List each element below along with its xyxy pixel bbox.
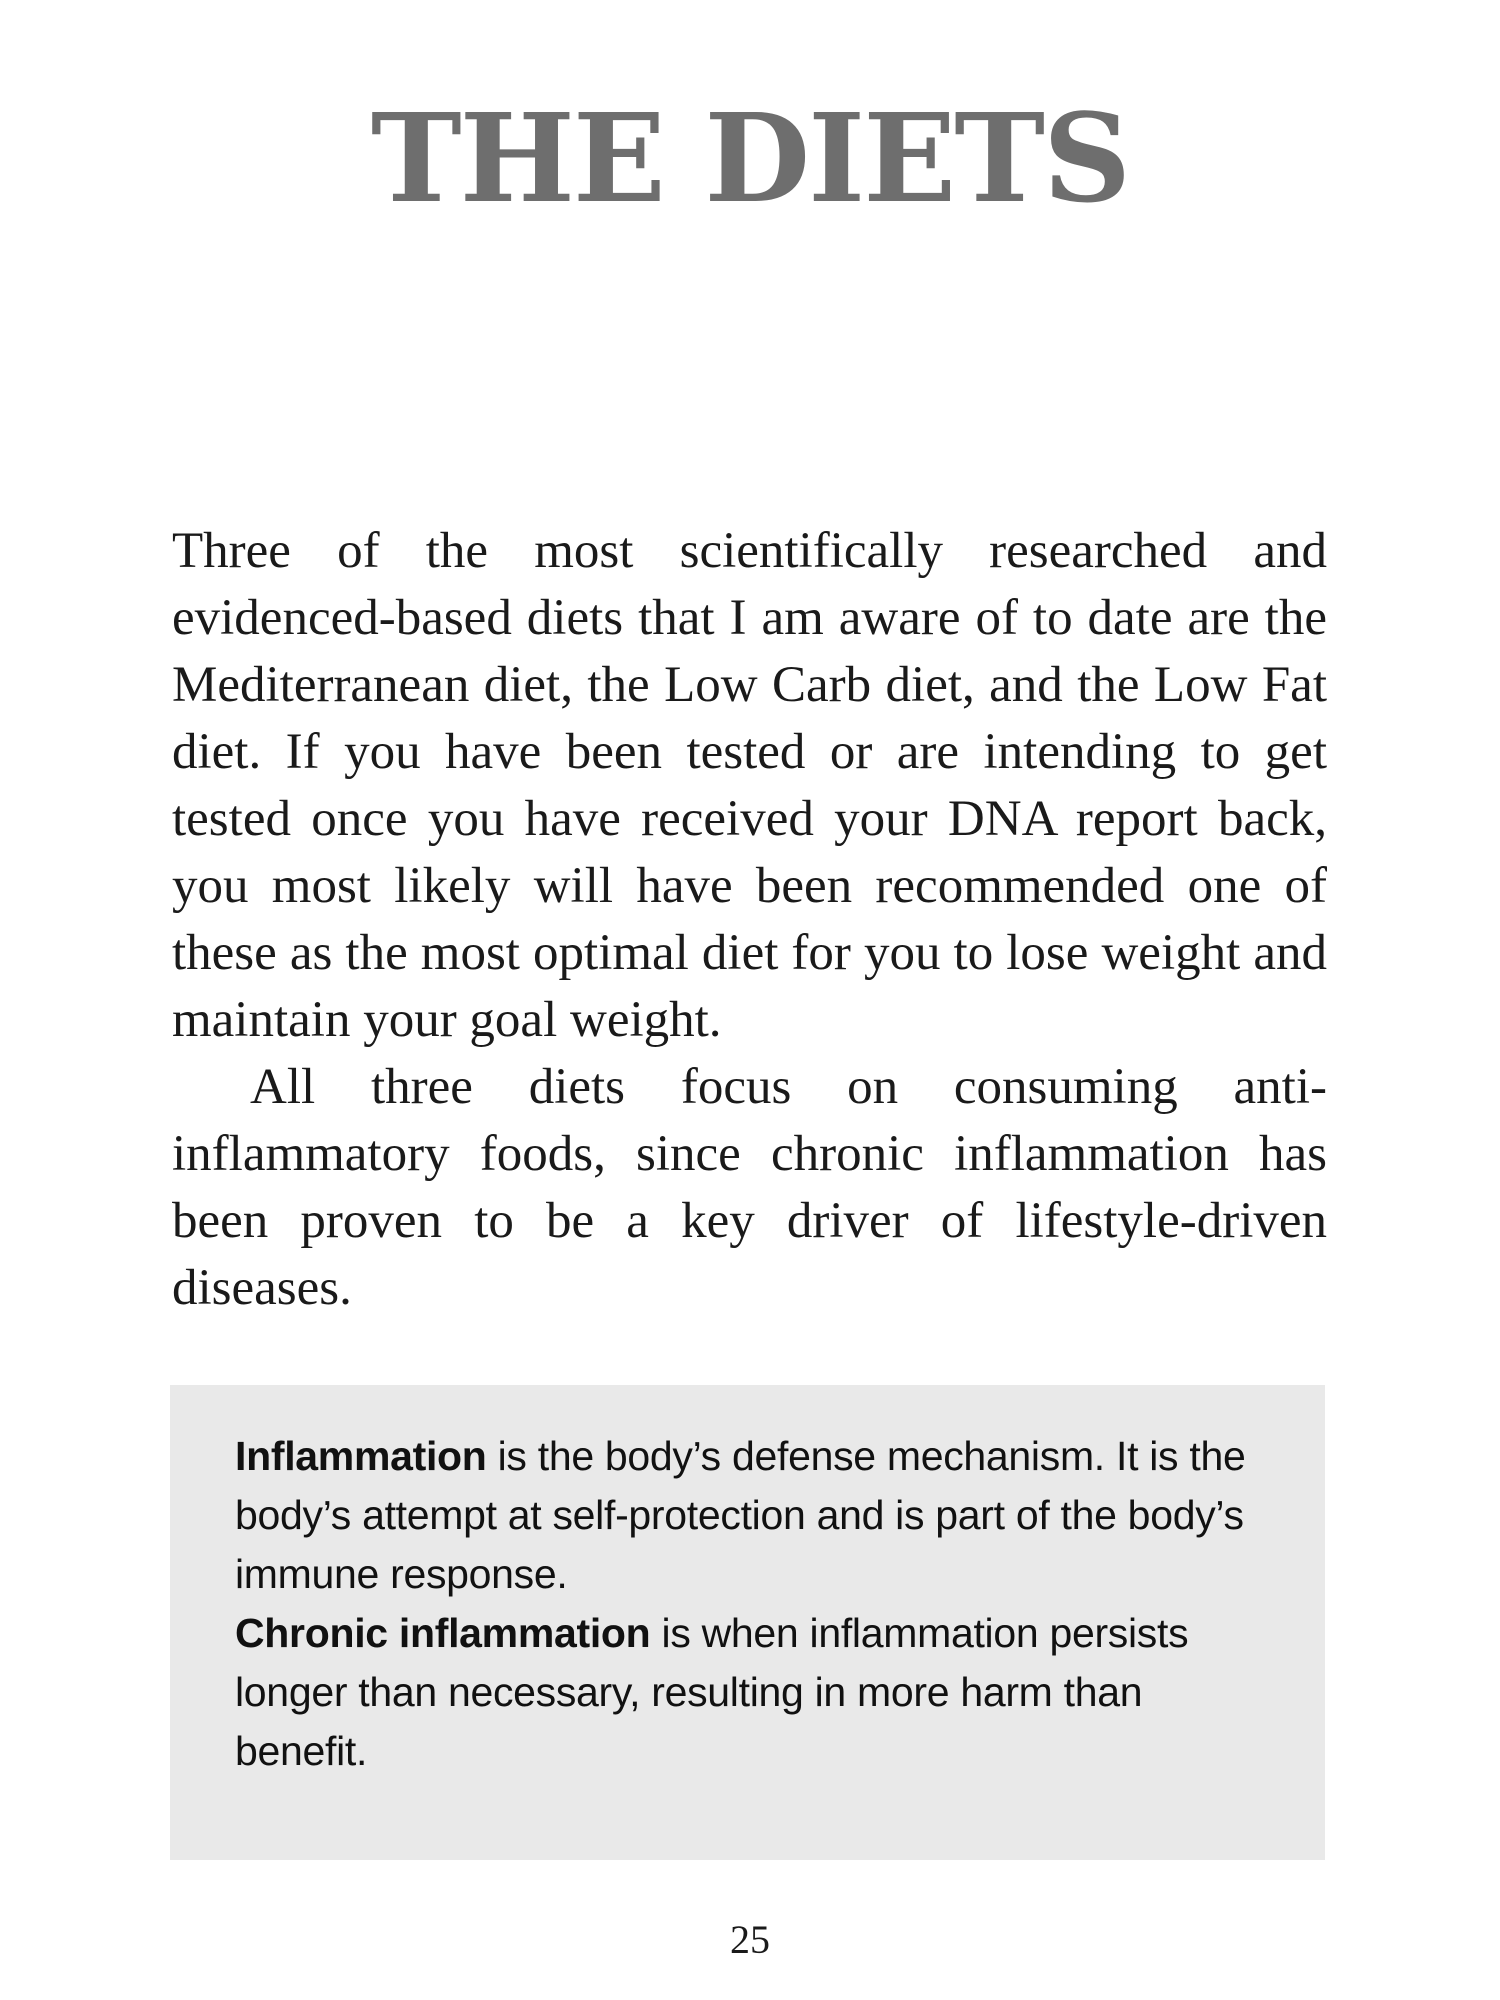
page-number: 25 xyxy=(730,1917,770,1962)
definition-chronic-inflammation-text: is when inflammation persists longer than necessary, resulting in more harm than benefit. xyxy=(235,1610,1189,1774)
definition-chronic-inflammation xyxy=(235,1604,1265,1781)
term-inflammation: Inflammation xyxy=(235,1433,487,1479)
definition-callout-box xyxy=(170,1385,1325,1860)
paragraph-1: Three of the most scientifically researched and evidenced-based diets that I am aware of to date are the Mediterranean diet, the Low Carb diet, and the Low Fat diet. If you have been tested or are intending to get tested once you have received your DNA report back, you most likely will have been recommended one of these as the most optimal diet for you to lose weight and maintain your goal weight. xyxy=(172,523,1327,1048)
paragraph-2: All three diets focus on consuming anti-inflammatory foods, since chronic inflammation has been proven to be a key driver of lifestyle-driven diseases. xyxy=(172,1059,1327,1316)
body-text xyxy=(172,518,1327,1322)
term-chronic-inflammation: Chronic inflammation xyxy=(235,1610,651,1656)
definition-inflammation xyxy=(235,1427,1265,1604)
definition-inflammation-text: is the body’s defense mechanism. It is the body’s attempt at self-protection and is part of the body’s immune response. xyxy=(235,1433,1246,1597)
chapter-title: THE DIETS xyxy=(370,86,1130,230)
